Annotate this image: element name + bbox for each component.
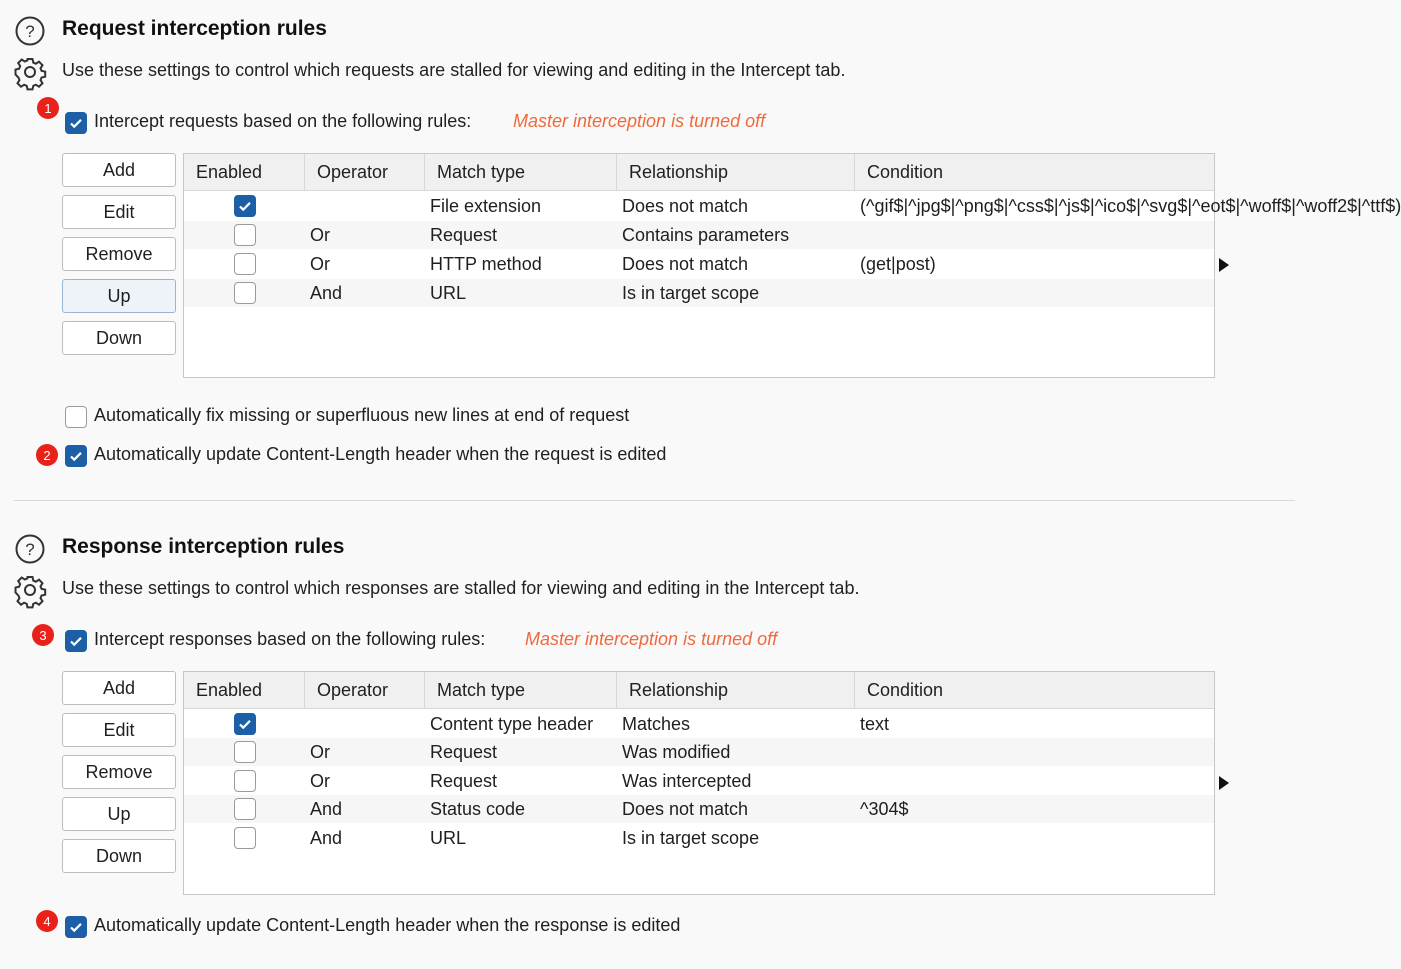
row-operator: Or: [310, 742, 330, 762]
row-operator: And: [310, 799, 343, 819]
response-add-button[interactable]: Add: [62, 671, 176, 705]
response-section-description: Use these settings to control which responses are stalled for viewing and editing in the Intercept tab.: [62, 578, 860, 598]
row-match-type: File extension: [430, 196, 542, 216]
row-match-type: Request: [430, 225, 498, 245]
column-header-condition[interactable]: Condition: [867, 162, 944, 182]
request-remove-button[interactable]: Remove: [62, 237, 176, 271]
intercept-requests-checkbox[interactable]: [65, 112, 87, 134]
column-header-condition[interactable]: Condition: [867, 680, 944, 700]
request-edit-button[interactable]: Edit: [62, 195, 176, 229]
column-header-relationship[interactable]: Relationship: [617, 672, 855, 709]
row-operator: [298, 710, 418, 738]
row-match-type: URL: [430, 828, 467, 848]
row-enabled-checkbox[interactable]: [234, 224, 256, 246]
fix-newlines-checkbox[interactable]: [65, 406, 87, 428]
response-edit-button[interactable]: Edit: [62, 713, 176, 747]
row-match-type: Content type header: [430, 714, 594, 734]
request-up-button[interactable]: Up: [62, 279, 176, 313]
row-operator: Or: [310, 225, 330, 245]
row-enabled-checkbox[interactable]: [234, 282, 256, 304]
row-condition: text: [860, 714, 890, 734]
intercept-responses-checkbox[interactable]: [65, 630, 87, 652]
response-section-title: Response interception rules: [62, 535, 345, 558]
row-relationship: Does not match: [622, 196, 749, 216]
row-relationship: Does not match: [622, 254, 749, 274]
column-header-match-type[interactable]: Match type: [425, 672, 617, 709]
annotation-badge-3: 3: [32, 624, 54, 646]
row-operator: [305, 192, 425, 220]
response-remove-button[interactable]: Remove: [62, 755, 176, 789]
row-operator: Or: [310, 254, 330, 274]
row-condition: (^gif$|^jpg$|^png$|^css$|^js$|^ico$|^svg$|^eot$|^woff$|^woff2$|^ttf$): [860, 196, 1401, 216]
table-row[interactable]: [184, 710, 1214, 738]
row-condition: [848, 221, 1216, 249]
table-row[interactable]: [184, 767, 1214, 795]
row-relationship: Was modified: [622, 742, 731, 762]
row-match-type: Status code: [430, 799, 526, 819]
response-update-content-length-checkbox[interactable]: [65, 916, 87, 938]
svg-text:?: ?: [25, 540, 35, 559]
response-up-button[interactable]: Up: [62, 797, 176, 831]
table-row[interactable]: [184, 250, 1214, 278]
expand-arrow-icon[interactable]: [1219, 258, 1229, 272]
annotation-badge-4: 4: [36, 910, 58, 932]
help-icon[interactable]: [14, 15, 46, 47]
column-header-enabled[interactable]: Enabled: [184, 154, 305, 191]
request-section-description: Use these settings to control which requests are stalled for viewing and editing in the Intercept tab.: [62, 60, 846, 80]
request-rules-table[interactable]: [183, 153, 1401, 378]
row-operator: And: [310, 283, 343, 303]
annotation-badge-2: 2: [36, 444, 58, 466]
row-enabled-checkbox[interactable]: [234, 798, 256, 820]
intercept-requests-label: Intercept requests based on the following rules:: [94, 111, 472, 131]
row-match-type: URL: [430, 283, 467, 303]
column-header-match-type[interactable]: Match type: [425, 154, 617, 191]
request-interception-warning: Master interception is turned off: [513, 111, 766, 131]
row-enabled-checkbox[interactable]: [234, 827, 256, 849]
row-operator: Or: [310, 771, 330, 791]
row-match-type: Request: [430, 771, 498, 791]
expand-arrow-icon[interactable]: [1219, 776, 1229, 790]
row-enabled-checkbox[interactable]: [234, 253, 256, 275]
row-relationship: Is in target scope: [622, 828, 760, 848]
row-enabled-checkbox[interactable]: [234, 741, 256, 763]
table-header: [184, 672, 1214, 709]
help-icon[interactable]: [14, 533, 46, 565]
table-row[interactable]: [184, 192, 1401, 220]
response-rules-table[interactable]: [183, 671, 1215, 895]
row-enabled-checkbox[interactable]: [234, 770, 256, 792]
row-enabled-checkbox[interactable]: [234, 195, 256, 217]
gear-icon[interactable]: [14, 574, 46, 606]
row-condition: [848, 738, 1216, 766]
svg-text:?: ?: [25, 22, 35, 41]
section-divider: [14, 500, 1295, 501]
table-row[interactable]: [184, 795, 1214, 823]
column-header-enabled[interactable]: Enabled: [184, 672, 305, 709]
row-match-type: Request: [430, 742, 498, 762]
request-add-button[interactable]: Add: [62, 153, 176, 187]
row-relationship: Was intercepted: [622, 771, 752, 791]
column-header-operator[interactable]: Operator: [305, 672, 425, 709]
request-section-title: Request interception rules: [62, 17, 327, 40]
response-interception-warning: Master interception is turned off: [525, 629, 778, 649]
gear-icon[interactable]: [14, 56, 46, 88]
row-enabled-checkbox[interactable]: [234, 713, 256, 735]
table-row[interactable]: [184, 221, 1214, 249]
request-update-content-length-label: Automatically update Content-Length header when the request is edited: [94, 444, 667, 464]
table-header: [184, 154, 1214, 191]
row-relationship: Does not match: [622, 799, 749, 819]
row-relationship: Is in target scope: [622, 283, 760, 303]
table-row[interactable]: [184, 279, 1214, 307]
table-row[interactable]: [184, 738, 1214, 766]
row-condition: [848, 279, 1216, 307]
intercept-responses-label: Intercept responses based on the following rules:: [94, 629, 486, 649]
row-condition: [848, 767, 1216, 795]
fix-newlines-label: Automatically fix missing or superfluous new lines at end of request: [94, 405, 630, 425]
row-condition: (get|post): [860, 254, 936, 274]
row-operator: And: [310, 828, 343, 848]
row-condition: ^304$: [860, 799, 909, 819]
annotation-badge-1: 1: [37, 97, 59, 119]
request-update-content-length-checkbox[interactable]: [65, 445, 87, 467]
request-down-button[interactable]: Down: [62, 321, 176, 355]
table-row[interactable]: [184, 824, 1214, 852]
row-relationship: Contains parameters: [622, 225, 790, 245]
row-relationship: Matches: [622, 714, 691, 734]
row-condition: [848, 824, 1216, 852]
row-match-type: HTTP method: [430, 254, 542, 274]
column-header-relationship[interactable]: Relationship: [617, 154, 855, 191]
response-update-content-length-label: Automatically update Content-Length header when the response is edited: [94, 915, 681, 935]
response-down-button[interactable]: Down: [62, 839, 176, 873]
column-header-operator[interactable]: Operator: [305, 154, 425, 191]
